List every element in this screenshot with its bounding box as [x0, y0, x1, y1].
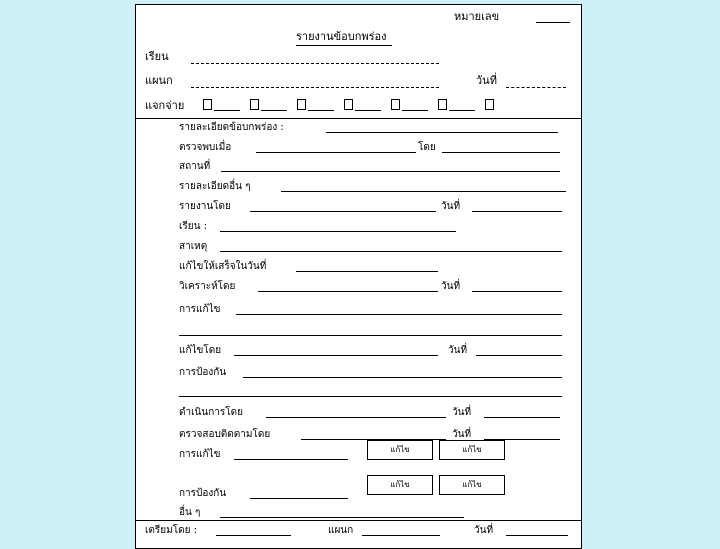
correction-field-2[interactable] — [179, 335, 562, 336]
distribute-line-2[interactable] — [261, 110, 287, 111]
defect-detail-field[interactable] — [326, 132, 558, 133]
defect-report-form — [135, 4, 582, 549]
others-field[interactable] — [220, 517, 464, 518]
dept-field[interactable] — [191, 87, 439, 88]
date-5-label: วันที่ — [452, 429, 472, 440]
footer-divider — [136, 520, 581, 521]
date-1-label: วันที่ — [441, 201, 461, 212]
correction-box-2[interactable]: แก้ไข — [439, 440, 505, 460]
reported-by-field[interactable] — [250, 211, 436, 212]
date-2-field[interactable] — [472, 291, 562, 292]
analyzed-by-field[interactable] — [258, 291, 438, 292]
doc-number-label: หมายเลข — [454, 10, 500, 23]
by-label: โดย — [418, 142, 436, 153]
distribute-line-3[interactable] — [308, 110, 334, 111]
date-1-field[interactable] — [472, 211, 562, 212]
prevention-field-2[interactable] — [179, 396, 562, 397]
fixed-by-field[interactable] — [234, 355, 438, 356]
place-label: สถานที่ — [179, 161, 211, 172]
doc-number-field[interactable] — [536, 22, 570, 23]
performed-by-label: ดำเนินการโดย — [179, 407, 243, 418]
prepared-by-label: เตรียมโดย : — [145, 525, 198, 536]
others-label: อื่น ๆ — [179, 507, 201, 518]
dept-label: แผนก — [145, 74, 173, 87]
distribute-checkbox-1[interactable] — [203, 99, 212, 110]
distribute-checkbox-2[interactable] — [250, 99, 259, 110]
to-2-field[interactable] — [220, 231, 456, 232]
header-divider — [136, 118, 581, 119]
distribute-checkbox-5[interactable] — [391, 99, 400, 110]
distribute-checkbox-6[interactable] — [438, 99, 447, 110]
fix-done-date-label: แก้ไขให้เสร็จในวันที่ — [179, 261, 267, 272]
title-underline — [296, 45, 392, 46]
prevention-box-1[interactable]: แก้ไข — [367, 475, 433, 495]
prevention-2-label: การป้องกัน — [179, 488, 227, 499]
correction-2-field[interactable] — [234, 459, 348, 460]
verified-by-label: ตรวจสอบติดตามโดย — [179, 429, 271, 440]
fix-done-date-field[interactable] — [296, 271, 438, 272]
prevention-label: การป้องกัน — [179, 367, 227, 378]
distribute-label: แจกจ่าย — [145, 99, 185, 112]
date-4-label: วันที่ — [452, 407, 472, 418]
correction-field[interactable] — [236, 314, 562, 315]
reported-by-label: รายงานโดย — [179, 201, 231, 212]
distribute-checkbox-4[interactable] — [344, 99, 353, 110]
performed-by-field[interactable] — [266, 417, 446, 418]
footer-date-label: วันที่ — [474, 525, 494, 536]
footer-dept-field[interactable] — [362, 535, 440, 536]
prevention-field[interactable] — [243, 377, 562, 378]
other-detail-label: รายละเอียดอื่น ๆ — [179, 181, 251, 192]
prepared-by-field[interactable] — [216, 535, 291, 536]
distribute-checkbox-7[interactable] — [485, 99, 494, 110]
correction-label: การแก้ไข — [179, 304, 221, 315]
fixed-by-label: แก้ไขโดย — [179, 345, 222, 356]
footer-dept-label: แผนก — [328, 525, 354, 536]
date-2-label: วันที่ — [441, 281, 461, 292]
defect-detail-label: รายละเอียดข้อบกพร่อง : — [179, 122, 284, 133]
place-field[interactable] — [221, 171, 560, 172]
found-when-field[interactable] — [256, 152, 416, 153]
footer-date-field[interactable] — [506, 535, 568, 536]
date-4-field[interactable] — [484, 417, 560, 418]
other-detail-field[interactable] — [281, 191, 566, 192]
date-field[interactable] — [506, 87, 566, 88]
distribute-line-4[interactable] — [355, 110, 381, 111]
date-label: วันที่ — [476, 74, 497, 87]
distribute-checkbox-3[interactable] — [297, 99, 306, 110]
correction-box-1[interactable]: แก้ไข — [367, 440, 433, 460]
date-3-field[interactable] — [476, 355, 562, 356]
date-3-label: วันที่ — [448, 345, 468, 356]
prevention-2-field[interactable] — [250, 498, 348, 499]
distribute-line-6[interactable] — [449, 110, 475, 111]
prevention-box-2[interactable]: แก้ไข — [439, 475, 505, 495]
by-field[interactable] — [442, 152, 560, 153]
cause-label: สาเหตุ — [179, 241, 208, 252]
to-2-label: เรียน : — [179, 221, 208, 232]
correction-2-label: การแก้ไข — [179, 449, 221, 460]
to-field[interactable] — [191, 63, 439, 64]
cause-field[interactable] — [220, 251, 562, 252]
form-title: รายงานข้อบกพร่อง — [296, 30, 387, 43]
distribute-line-5[interactable] — [402, 110, 428, 111]
analyzed-by-label: วิเคราะห์โดย — [179, 281, 236, 292]
to-label: เรียน — [145, 50, 169, 63]
found-when-label: ตรวจพบเมื่อ — [179, 142, 232, 153]
distribute-line-1[interactable] — [214, 110, 240, 111]
